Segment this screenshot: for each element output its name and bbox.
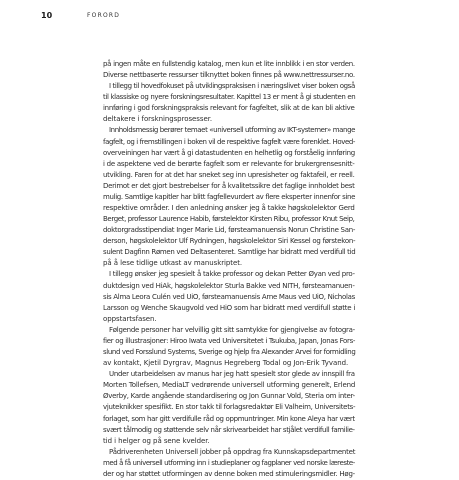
text-line: duktdesign ved HiAk, høgskolelektor Sturla Bakke ved NITH, førsteamanuen- bbox=[103, 281, 355, 290]
section-title: FORORD bbox=[87, 12, 121, 19]
text-line: med å få universell utforming inn i studieplaner og fagplaner ved norske læreste- bbox=[103, 458, 355, 467]
text-line: sis Alma Leora Culén ved UiO, førsteamanuensis Arne Maus ved UiO, Nicholas bbox=[103, 292, 355, 301]
text-line: i de aspektene ved de berørte fagfelt som er relevante for brukergrensesnitt- bbox=[103, 159, 355, 168]
text-line: I tillegg til hovedfokuset på utviklingspraksisen i næringslivet viser boken også bbox=[109, 82, 355, 91]
body-text bbox=[103, 59, 355, 480]
text-line: slund ved Forsslund Systems, Sverige og hjelp fra Alexander Arvei for formidling bbox=[103, 348, 356, 357]
text-line: på å lese tidlige utkast av manuskriptet. bbox=[103, 259, 243, 268]
text-line: overveiningen har vært å gi datastudenten en helhetlig og forståelig innføring bbox=[103, 148, 355, 157]
text-line: Diverse nettbaserte ressurser tilknyttet boken finnes på www.nettressurser.no. bbox=[103, 71, 355, 80]
text-line: Øverby, Karde angående standardisering og Jon Gunnar Vold, Steria om inter- bbox=[103, 392, 355, 401]
text-line: mulig. Samtlige kapitler har blitt fagfellevurdert av flere eksperter innenfor sine bbox=[103, 192, 356, 201]
text-line: utvikling. Faren for at det har sneket seg inn upresisheter og faktafeil, er reell. bbox=[103, 170, 355, 179]
text-line: derson, høgskolelektor Ulf Rydningen, høgskolelektor Siri Kessel og førstekon- bbox=[103, 237, 356, 246]
page-number: 10 bbox=[41, 11, 53, 20]
text-line: Under utarbeidelsen av manus har jeg hatt spesielt stor glede av innspill fra bbox=[109, 370, 355, 379]
text-line: deltakere i forskningsprosesser. bbox=[103, 115, 213, 124]
text-line: Følgende personer har velvillig gitt sitt samtykke for gjengivelse av fotogra- bbox=[109, 325, 355, 334]
text-line: Innholdsmessig berører temaet «universell utforming av IKT-systemer» mange bbox=[109, 126, 356, 135]
text-line: forlaget, som har gitt verdifulle råd og oppmuntringer. Min kone Aleya har vært bbox=[103, 414, 355, 423]
text-line: svært tålmodig og støttende selv når skrivearbeidet har stjålet verdifull familie- bbox=[103, 425, 355, 434]
text-line: Derimot er det gjort bestrebelser for å kvalitetssikre det faglige innholdet best bbox=[103, 181, 355, 190]
text-line: Morten Tollefsen, MediaLT vedrørende universell utforming generelt, Erlend bbox=[103, 381, 356, 390]
text-line: der og har støttet utformingen av denne boken med stimuleringsmidler. Høg- bbox=[103, 469, 355, 478]
text-line: respektive områder. I den anledning ønsker jeg å takke høgskolelektor Gerd bbox=[103, 204, 355, 213]
text-line: Larsson og Wenche Skaugvold ved HiO som har bidratt med verdifull støtte i bbox=[103, 303, 356, 312]
text-line: tid i helger og på sene kvelder. bbox=[103, 436, 210, 445]
text-line: til klassiske og nyere forskningsresultater. Kapittel 13 er ment å gi studenten en bbox=[103, 93, 356, 102]
text-line: fagfelt, og i fremstillingen i boken vil de respektive fagfelt være forenklet. Hoved- bbox=[103, 137, 356, 146]
text-line: vjuteknikker spesifikt. En stor takk til forlagsredaktør Eli Valheim, Universitets- bbox=[103, 403, 356, 412]
text-line: på ingen måte en fullstendig katalog, men kun et lite innblikk i en stor verden. bbox=[103, 60, 355, 68]
text-line: oppstartsfasen. bbox=[103, 314, 157, 323]
text-line: av kontakt, Kjetil Dyrgrav, Magnus Hegreberg Todal og Jon-Erik Tyvand. bbox=[103, 359, 349, 368]
text-line: doktorgradsstipendiat Inger Marie Lid, førsteamanuensis Norun Christine San- bbox=[103, 226, 356, 235]
text-line: fier og illustrasjoner: Hiroo Iwata ved Universitetet i Tsukuba, Japan, Jonas Fors- bbox=[103, 336, 356, 345]
text-line: sulent Dagfinn Rømen ved Deltasenteret. Samtlige har bidratt med verdifull tid bbox=[103, 248, 356, 257]
text-line: Berget, professor Laurence Habib, førstelektor Kirsten Ribu, professor Knut Seip, bbox=[103, 215, 355, 224]
running-head bbox=[0, 0, 459, 24]
text-line: innføring i god forskningspraksis relevant for fagfeltet, slik at de kan bli aktive bbox=[103, 104, 355, 113]
text-line: I tillegg ønsker jeg spesielt å takke professor og dekan Petter Øyan ved pro- bbox=[109, 270, 355, 279]
text-line: Pådriverenheten Universell jobber på oppdrag fra Kunnskapsdepartmentet bbox=[109, 447, 356, 456]
